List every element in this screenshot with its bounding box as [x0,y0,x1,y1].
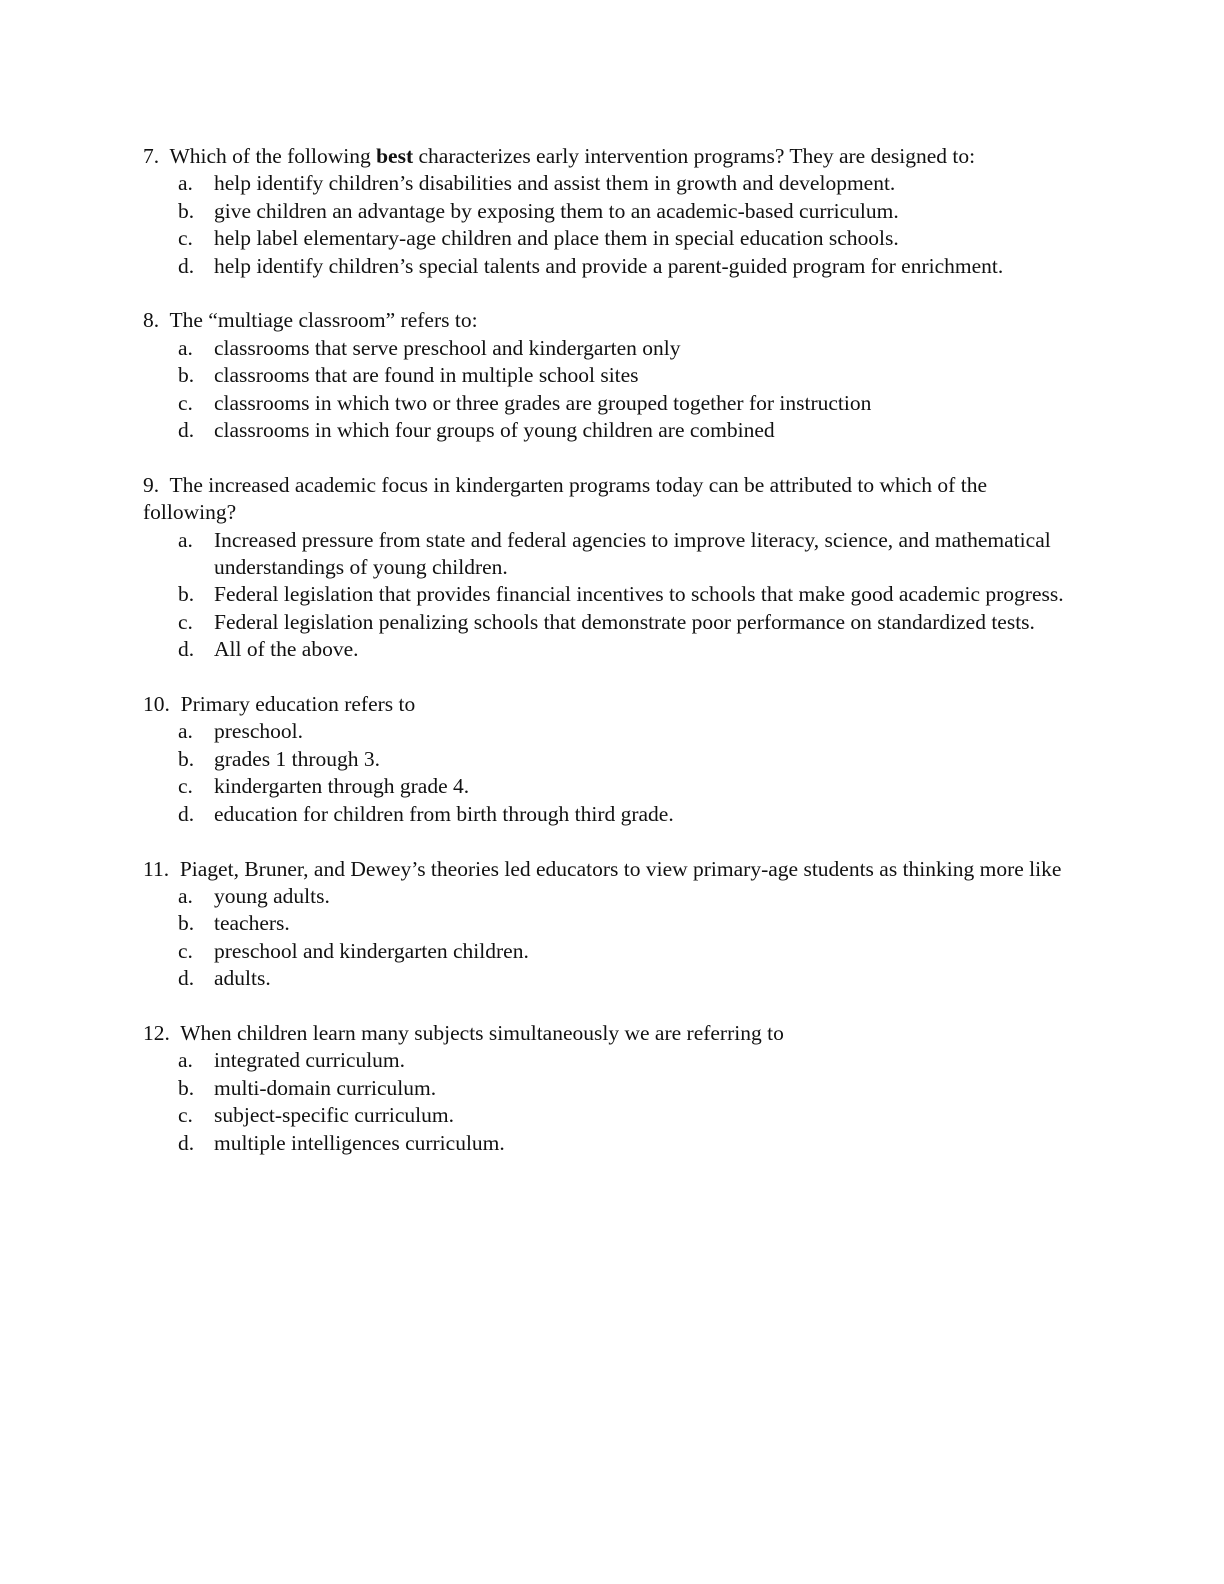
answer-option [143,253,1083,280]
option-letter: d. [178,966,195,991]
option-letter: b. [178,746,195,771]
option-text: preschool. [214,719,303,744]
option-text: integrated curriculum. [214,1048,406,1073]
option-text: teachers. [214,911,290,936]
answer-option [143,1075,1083,1102]
question-7 [143,143,1083,280]
answer-option [143,527,1083,582]
question-number: 12. [143,1020,170,1045]
answer-option [143,335,1083,362]
question-11 [143,856,1083,993]
answer-option [143,801,1083,828]
answer-options [143,1047,1083,1157]
option-text: All of the above. [214,637,359,662]
answer-options [143,883,1083,993]
option-text: adults. [214,966,271,991]
option-letter: c. [178,390,193,415]
answer-option [143,225,1083,252]
option-text: Increased pressure from state and federal agencies to improve literacy, science, and mathematical understandings of young children. [214,527,1051,580]
option-letter: c. [178,226,193,251]
option-text: multi-domain curriculum. [214,1075,437,1100]
option-text: Federal legislation that provides financial incentives to schools that make good academic progress. [214,582,1064,607]
question-number: 7. [143,144,160,168]
option-letter: b. [178,363,195,388]
document-page [143,143,1083,1184]
answer-option [143,362,1083,389]
option-letter: a. [178,335,193,360]
question-stem [143,143,1083,170]
option-text: multiple intelligences curriculum. [214,1130,505,1155]
question-stem [143,691,1083,718]
option-letter: a. [178,883,193,908]
question-10 [143,691,1083,828]
option-letter: a. [178,1048,193,1073]
option-text: preschool and kindergarten children. [214,938,529,963]
option-letter: b. [178,1075,195,1100]
option-text: classrooms in which two or three grades are grouped together for instruction [214,390,872,415]
answer-option [143,1102,1083,1129]
stem-emphasis: best [376,144,414,168]
answer-option [143,965,1083,992]
answer-option [143,773,1083,800]
option-letter: d. [178,253,195,278]
option-letter: d. [178,637,195,662]
stem-text: The “multiage classroom” refers to: [169,308,478,333]
option-letter: d. [178,1130,195,1155]
stem-text: When children learn many subjects simultaneously we are referring to [180,1020,784,1045]
answer-option [143,636,1083,663]
option-text: help identify children’s special talents and provide a parent-guided program for enrichment. [214,253,1004,278]
answer-option [143,938,1083,965]
option-letter: b. [178,198,195,223]
question-8 [143,307,1083,444]
question-12 [143,1020,1083,1157]
answer-option [143,1047,1083,1074]
answer-option [143,581,1083,608]
question-number: 10. [143,692,170,717]
option-letter: c. [178,938,193,963]
option-text: classrooms that serve preschool and kindergarten only [214,335,681,360]
answer-option [143,910,1083,937]
stem-text: Which of the following [169,144,371,168]
question-stem [143,1020,1083,1047]
answer-option [143,170,1083,197]
stem-text: Primary education refers to [180,692,416,717]
option-letter: b. [178,582,195,607]
option-letter: d. [178,418,195,443]
answer-option [143,883,1083,910]
option-text: young adults. [214,883,330,908]
question-9 [143,472,1083,664]
question-number: 11. [143,856,170,881]
question-stem [143,307,1083,334]
option-letter: c. [178,774,193,799]
option-text: kindergarten through grade 4. [214,774,470,799]
option-letter: b. [178,911,195,936]
option-text: help identify children’s disabilities and assist them in growth and development. [214,171,896,196]
question-stem [143,472,1083,527]
answer-option [143,1130,1083,1157]
answer-option [143,718,1083,745]
option-text: help label elementary-age children and place them in special education schools. [214,226,899,251]
option-text: Federal legislation penalizing schools that demonstrate poor performance on standardized tests. [214,609,1035,634]
option-text: subject-specific curriculum. [214,1103,454,1128]
option-letter: a. [178,527,193,552]
answer-option [143,390,1083,417]
option-text: classrooms that are found in multiple school sites [214,363,639,388]
question-stem [143,856,1083,883]
option-letter: a. [178,719,193,744]
answer-options [143,718,1083,828]
answer-options [143,335,1083,445]
option-text: education for children from birth through third grade. [214,801,674,826]
option-text: grades 1 through 3. [214,746,380,771]
question-number: 9. [143,472,160,497]
answer-option [143,609,1083,636]
answer-option [143,746,1083,773]
question-number: 8. [143,308,160,333]
option-letter: a. [178,171,193,196]
stem-text: Piaget, Bruner, and Dewey’s theories led educators to view primary-age students as thinking more like [179,856,1062,881]
option-letter: c. [178,609,193,634]
option-text: classrooms in which four groups of young children are combined [214,418,775,443]
option-text: give children an advantage by exposing them to an academic-based curriculum. [214,198,899,223]
answer-option [143,198,1083,225]
stem-text: characterizes early intervention programs? They are designed to: [418,144,976,168]
option-letter: c. [178,1103,193,1128]
stem-text: The increased academic focus in kindergarten programs today can be attributed to which of the following? [143,472,987,525]
answer-options [143,527,1083,664]
answer-options [143,170,1083,280]
answer-option [143,417,1083,444]
option-letter: d. [178,801,195,826]
